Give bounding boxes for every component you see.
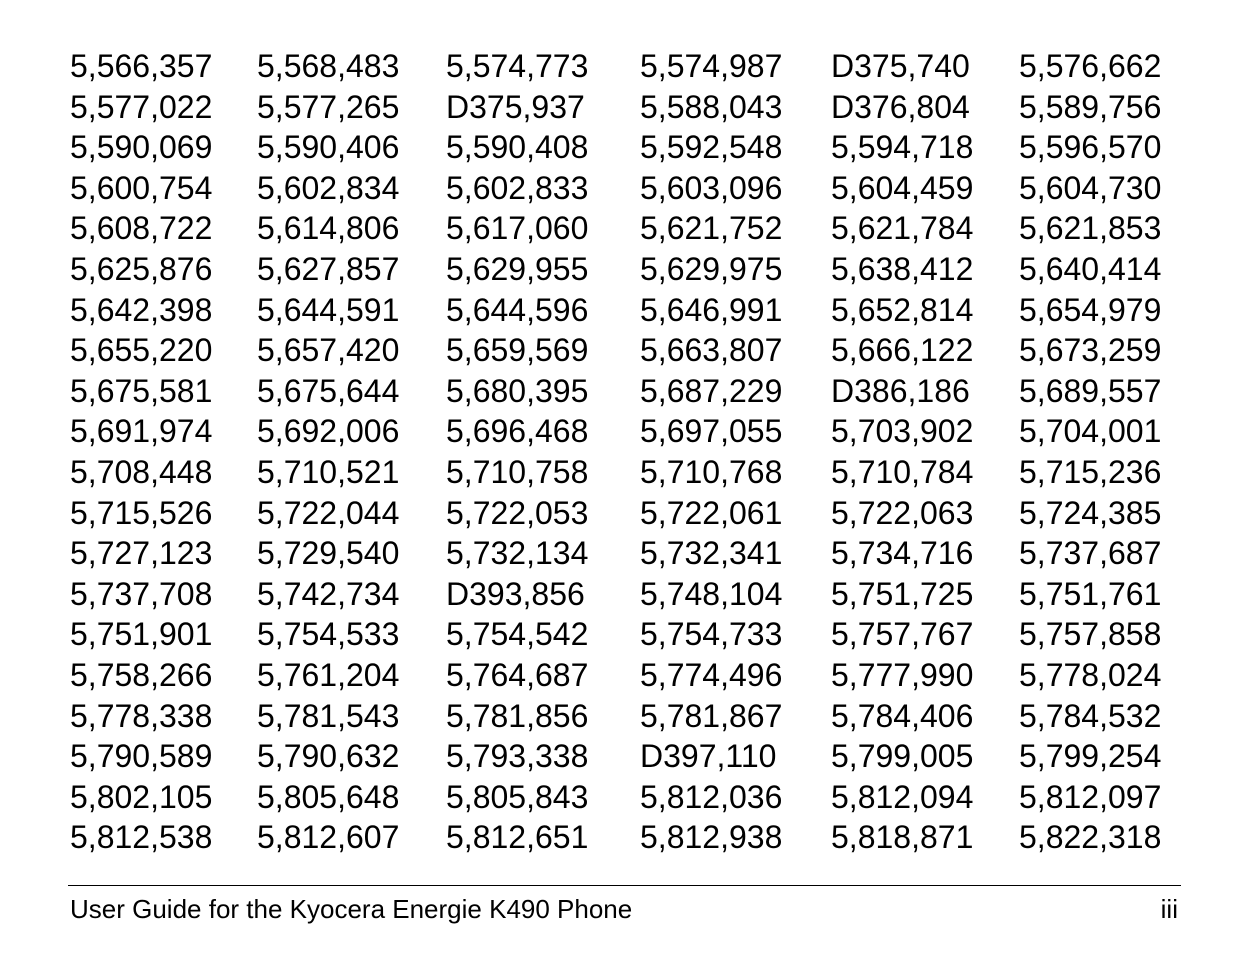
patent-number: 5,675,581 <box>70 372 213 409</box>
patent-row <box>70 452 1179 493</box>
patent-number: 5,604,730 <box>1019 169 1162 206</box>
patent-row <box>70 655 1179 696</box>
patent-row <box>70 330 1179 371</box>
patent-number: 5,590,406 <box>257 129 400 166</box>
patent-row <box>70 249 1179 290</box>
patent-number: 5,784,532 <box>1019 697 1162 734</box>
patent-number: 5,596,570 <box>1019 129 1162 166</box>
patent-number: 5,751,901 <box>70 616 213 653</box>
patent-number: 5,805,843 <box>446 778 589 815</box>
patent-number: 5,754,733 <box>640 616 783 653</box>
patent-number: 5,722,053 <box>446 494 589 531</box>
patent-number: 5,644,596 <box>446 291 589 328</box>
patent-number: 5,757,858 <box>1019 616 1162 653</box>
patent-number: D376,804 <box>831 88 970 125</box>
patent-number: 5,722,063 <box>831 494 974 531</box>
patent-number: 5,781,543 <box>257 697 400 734</box>
patent-number: 5,577,265 <box>257 88 400 125</box>
patent-number: 5,594,718 <box>831 129 974 166</box>
patent-number: 5,617,060 <box>446 210 589 247</box>
patent-number: 5,715,236 <box>1019 453 1162 490</box>
patent-number: 5,754,542 <box>446 616 589 653</box>
patent-number: 5,732,341 <box>640 535 783 572</box>
patent-number: 5,673,259 <box>1019 332 1162 369</box>
patent-number: 5,799,254 <box>1019 738 1162 775</box>
footer-page-number: iii <box>1160 894 1178 924</box>
patent-number: 5,737,708 <box>70 575 213 612</box>
patent-number: 5,729,540 <box>257 535 400 572</box>
patent-number: 5,675,644 <box>257 372 400 409</box>
patent-row <box>70 736 1179 777</box>
patent-number: 5,812,538 <box>70 819 213 856</box>
patent-number: 5,644,591 <box>257 291 400 328</box>
patent-number: 5,812,938 <box>640 819 783 856</box>
patent-number: 5,737,687 <box>1019 535 1162 572</box>
patent-number: 5,655,220 <box>70 332 213 369</box>
patent-row <box>70 208 1179 249</box>
patent-number: 5,590,408 <box>446 129 589 166</box>
patent-number: 5,778,024 <box>1019 656 1162 693</box>
patent-number: 5,604,459 <box>831 169 974 206</box>
patent-number: 5,666,122 <box>831 332 974 369</box>
patent-number: 5,757,767 <box>831 616 974 653</box>
patent-number: 5,722,044 <box>257 494 400 531</box>
patent-number: 5,778,338 <box>70 697 213 734</box>
patent-number: 5,793,338 <box>446 738 589 775</box>
patent-number: 5,590,069 <box>70 129 213 166</box>
patent-row <box>70 411 1179 452</box>
patent-number: 5,625,876 <box>70 250 213 287</box>
patent-number: 5,680,395 <box>446 372 589 409</box>
patent-number: 5,812,036 <box>640 778 783 815</box>
patent-number: 5,781,856 <box>446 697 589 734</box>
patent-number: 5,603,096 <box>640 169 783 206</box>
patent-number: 5,734,716 <box>831 535 974 572</box>
patent-number: 5,742,734 <box>257 575 400 612</box>
patent-row <box>70 777 1179 818</box>
patent-number: 5,629,975 <box>640 250 783 287</box>
patent-row <box>70 127 1179 168</box>
patent-number: 5,592,548 <box>640 129 783 166</box>
patent-number: 5,697,055 <box>640 413 783 450</box>
patent-number: 5,710,768 <box>640 453 783 490</box>
footer-document-title: User Guide for the Kyocera Energie K490 Phone <box>70 894 633 924</box>
patent-number: 5,703,902 <box>831 413 974 450</box>
patent-number: 5,629,955 <box>446 250 589 287</box>
patent-number: 5,574,773 <box>446 48 589 84</box>
patent-row <box>70 46 1179 87</box>
patent-number: 5,754,533 <box>257 616 400 653</box>
patent-number: 5,727,123 <box>70 535 213 572</box>
patent-row <box>70 87 1179 128</box>
patent-number: D375,740 <box>831 48 970 84</box>
patent-number: 5,621,784 <box>831 210 974 247</box>
patent-number: 5,652,814 <box>831 291 974 328</box>
patent-number-table <box>70 46 1179 858</box>
patent-number: 5,774,496 <box>640 656 783 693</box>
patent-row <box>70 168 1179 209</box>
patent-number: 5,710,784 <box>831 453 974 490</box>
patent-number: 5,696,468 <box>446 413 589 450</box>
patent-number: 5,602,833 <box>446 169 589 206</box>
patent-number: 5,657,420 <box>257 332 400 369</box>
patent-number: 5,790,589 <box>70 738 213 775</box>
patent-number: 5,600,754 <box>70 169 213 206</box>
patent-number: 5,761,204 <box>257 656 400 693</box>
patent-number: D386,186 <box>831 372 970 409</box>
footer-divider <box>68 885 1181 886</box>
patent-number: 5,663,807 <box>640 332 783 369</box>
patent-number: 5,608,722 <box>70 210 213 247</box>
patent-number: 5,781,867 <box>640 697 783 734</box>
patent-number: 5,764,687 <box>446 656 589 693</box>
patent-number: 5,812,607 <box>257 819 400 856</box>
patent-number: 5,689,557 <box>1019 372 1162 409</box>
patent-number: 5,574,987 <box>640 48 783 84</box>
patent-number: 5,732,134 <box>446 535 589 572</box>
patent-number: 5,566,357 <box>70 48 213 84</box>
patent-row <box>70 493 1179 534</box>
patent-number: 5,812,094 <box>831 778 974 815</box>
patent-number: 5,790,632 <box>257 738 400 775</box>
patent-number: 5,822,318 <box>1019 819 1162 856</box>
patent-table-body <box>70 46 1179 858</box>
patent-number: 5,602,834 <box>257 169 400 206</box>
patent-number: 5,818,871 <box>831 819 974 856</box>
patent-row <box>70 696 1179 737</box>
patent-number: 5,802,105 <box>70 778 213 815</box>
patent-number: 5,784,406 <box>831 697 974 734</box>
patent-number: 5,568,483 <box>257 48 400 84</box>
patent-row <box>70 371 1179 412</box>
patent-number: 5,708,448 <box>70 453 213 490</box>
patent-number: 5,638,412 <box>831 250 974 287</box>
patent-row <box>70 574 1179 615</box>
patent-number: 5,722,061 <box>640 494 783 531</box>
patent-number: 5,715,526 <box>70 494 213 531</box>
patent-row <box>70 614 1179 655</box>
patent-number: 5,614,806 <box>257 210 400 247</box>
patent-number: 5,710,521 <box>257 453 400 490</box>
patent-number: 5,805,648 <box>257 778 400 815</box>
patent-number: 5,812,651 <box>446 819 589 856</box>
patent-number: D375,937 <box>446 88 585 125</box>
patent-number: 5,576,662 <box>1019 48 1162 84</box>
patent-number: 5,724,385 <box>1019 494 1162 531</box>
patent-number: 5,589,756 <box>1019 88 1162 125</box>
patent-number: 5,692,006 <box>257 413 400 450</box>
patent-number: 5,748,104 <box>640 575 783 612</box>
patent-number: 5,659,569 <box>446 332 589 369</box>
patent-number: 5,710,758 <box>446 453 589 490</box>
patent-number: 5,687,229 <box>640 372 783 409</box>
patent-number: D393,856 <box>446 575 585 612</box>
patent-number: 5,640,414 <box>1019 250 1162 287</box>
patent-number: 5,646,991 <box>640 291 783 328</box>
patent-number: 5,588,043 <box>640 88 783 125</box>
patent-number: 5,691,974 <box>70 413 213 450</box>
patent-number: 5,751,725 <box>831 575 974 612</box>
patent-number: 5,704,001 <box>1019 413 1162 450</box>
patent-row <box>70 290 1179 331</box>
patent-number: 5,642,398 <box>70 291 213 328</box>
patent-number: 5,621,752 <box>640 210 783 247</box>
patent-number: 5,654,979 <box>1019 291 1162 328</box>
patent-number: D397,110 <box>640 738 777 775</box>
patent-number: 5,621,853 <box>1019 210 1162 247</box>
patent-number: 5,812,097 <box>1019 778 1162 815</box>
patent-number: 5,751,761 <box>1019 575 1162 612</box>
patent-number: 5,799,005 <box>831 738 974 775</box>
patent-row <box>70 817 1179 858</box>
patent-row <box>70 533 1179 574</box>
patent-number: 5,577,022 <box>70 88 213 125</box>
patent-number: 5,627,857 <box>257 250 400 287</box>
patent-number: 5,777,990 <box>831 656 974 693</box>
patent-number: 5,758,266 <box>70 656 213 693</box>
